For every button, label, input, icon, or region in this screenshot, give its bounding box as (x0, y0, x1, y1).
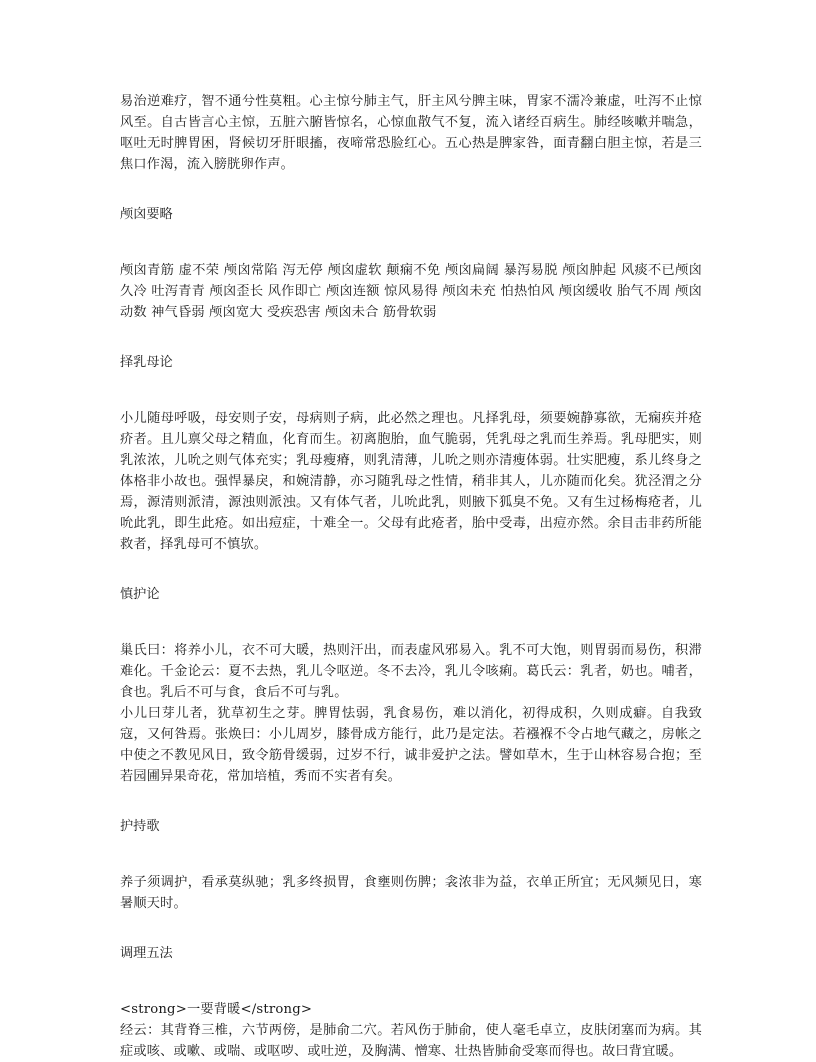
section-paragraph: 颅囟青筋 虚不荣 颅囟常陷 泻无停 颅囟虚软 颠痫不免 颅囟扁阔 暴泻易脱 颅囟肿起 风痰不已颅囟久冷 吐泻青青 颅囟歪长 风作即亡 颅囟连额 惊风易得 颅囟未充 怕热怕风 颅囟缓收 胎气不周 颅囟动数 神气昏弱 颅囟宽大 受疾恐害 颅囟未合 筋骨软弱 (120, 263, 702, 320)
section-paragraph: 小儿随母呼吸，母安则子安，母病则子病，此必然之理也。凡择乳母，须要婉静寡欲，无痫疾并疮疥者。且儿禀父母之精血，化育而生。初离胞胎，血气脆弱，凭乳母之乳而生养焉。乳母肥实，则乳浓浓，儿吮之则气体充实；乳母瘦瘠，则乳清薄，儿吮之则亦清瘦体弱。壮实肥瘦，系儿终身之体格非小故也。强悍暴戾，和婉清静，亦习随乳母之性情，稍非其人，儿亦随而化矣。犹泾渭之分焉，源清则派清，源浊则派浊。又有体气者，儿吮此乳，则腋下狐臭不免。又有生过杨梅疮者，儿吮此乳，即生此疮。如出痘症，十难全一。父母有此疮者，胎中受毒，出痘亦然。余目击非药所能救者，择乳母可不慎欤。 (120, 411, 702, 552)
section-heading: 护持歌 (120, 819, 160, 834)
section-subheading-raw: <strong>一要背暖</strong> (120, 1002, 313, 1017)
section-heading: 调理五法 (120, 946, 173, 961)
section-careful-protection (120, 584, 702, 787)
intro-paragraph: 易治逆难疗，智不通兮性莫粗。心主惊兮肺主气，肝主风兮脾主味，胃家不濡冷兼虚，吐泻不止惊风至。自古皆言心主惊，五脏六腑皆惊名，心惊血散气不复，流入诸经百病生。肺经咳嗽并喘急，呕吐无时脾胃困，肾候切牙肝眼搐，夜啼常恐脸红心。五心热是脾家咎，面青翻白胆主惊，若是三焦口作渴，流入膀胱卵作声。 (120, 94, 702, 172)
section-paragraph: 养子须调护，看承莫纵驰；乳多终损胃，食壅则伤脾；衾浓非为益，衣单正所宜；无风频见日，寒暑顺天时。 (120, 875, 702, 911)
section-heading: 颅囟要略 (120, 207, 173, 222)
section-fontanel (120, 204, 702, 323)
section-paragraph: 经云：其背脊三椎，六节两傍，是肺俞二穴。若风伤于肺俞，使人毫毛卓立，皮肤闭塞而为病。其症或咳、或嗽、或喘、或呕哕、或吐逆，及胸满、憎寒、壮热皆肺俞受寒而得也。故曰背宜暖。 (120, 1023, 702, 1059)
section-paragraph: 巢氏曰：将养小儿，衣不可大暖，热则汗出，而表虚风邪易入。乳不可大饱，则胃弱而易伤，积滞难化。千金论云：夏不去热，乳儿令呕逆。冬不去冷，乳儿令咳痢。葛氏云：乳者，奶也。哺者，食也。乳后不可与食，食后不可与乳。 (120, 643, 702, 700)
section-five-methods (120, 943, 702, 1062)
section-heading: 慎护论 (120, 587, 160, 602)
document-page (120, 91, 702, 1062)
section-heading: 择乳母论 (120, 355, 173, 370)
section-paragraph: 小儿曰芽儿者，犹草初生之芽。脾胃怯弱，乳食易伤，难以消化，初得成积，久则成癖。自我致寇，又何咎焉。张焕曰：小儿周岁，膝骨成方能行，此乃是定法。若襁褓不令占地气藏之，房帐之中使之不教见风日，致令筋骨缓弱，过岁不行，诚非爱护之法。譬如草木，生于山林容易合抱；至若园圃异果奇花，常加培植，秀而不实者有矣。 (120, 706, 702, 784)
section-care-song (120, 816, 702, 914)
section-wet-nurse (120, 352, 702, 555)
